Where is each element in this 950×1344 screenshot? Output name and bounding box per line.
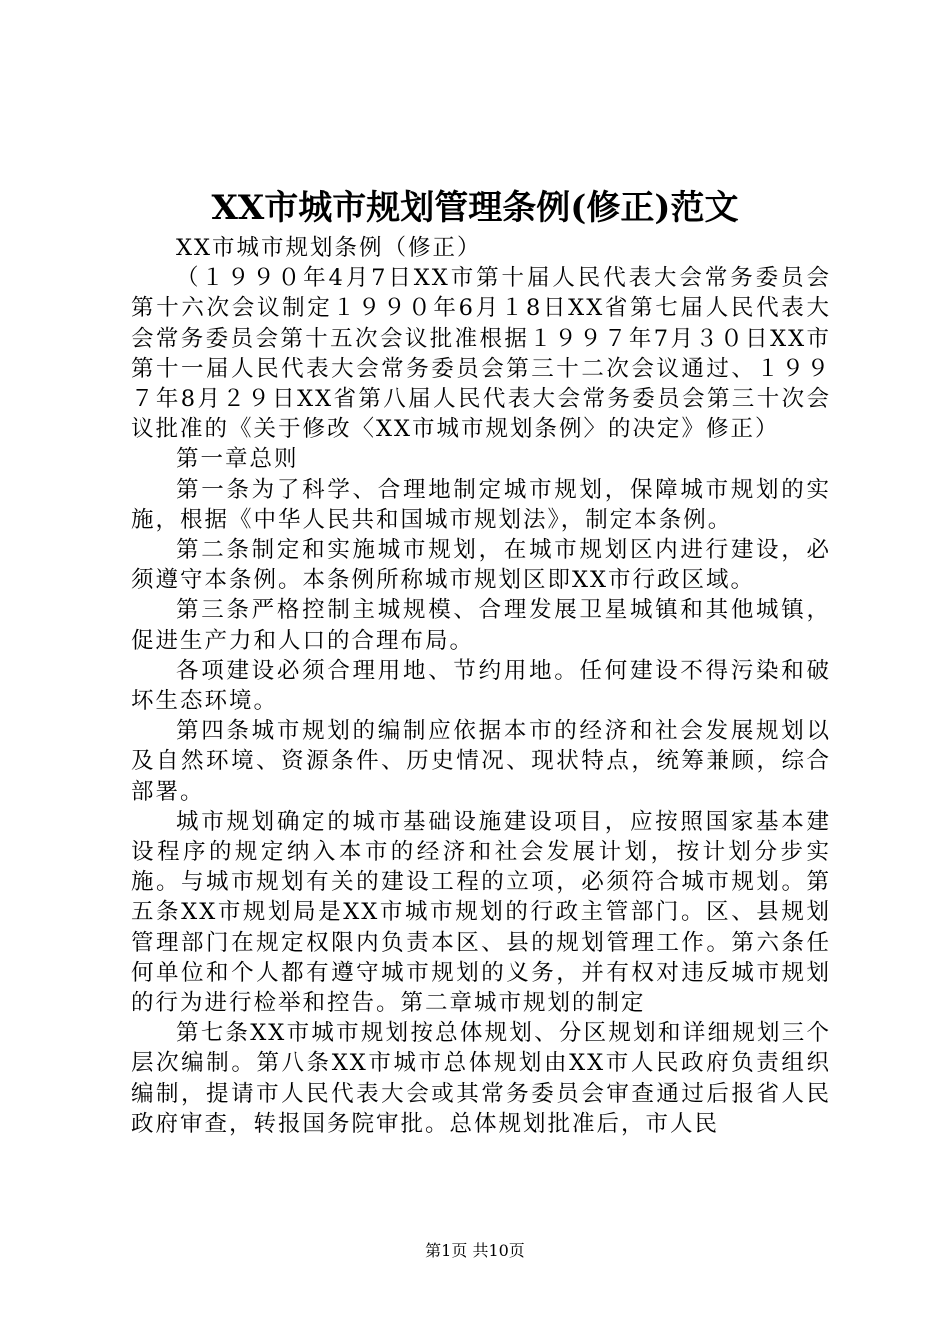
document-body xyxy=(131,233,831,1139)
paragraph: 第三条严格控制主城规模、合理发展卫星城镇和其他城镇，促进生产力和人口的合理布局。 xyxy=(131,597,831,654)
paragraph: 城市规划确定的城市基础设施建设项目，应按照国家基本建设程序的规定纳入本市的经济和社会发展计划，按计划分步实施。与城市规划有关的建设工程的立项，必须符合城市规划。第五条XX市规划局是XX市城市规划的行政主管部门。区、县规划管理部门在规定权限内负责本区、县的规划管理工作。第六条任何单位和个人都有遵守城市规划的义务，并有权对违反城市规划的行为进行检举和控告。第二章城市规划的制定 xyxy=(131,808,831,1017)
document-title: XX市城市规划管理条例(修正)范文 xyxy=(211,188,739,228)
paragraph: （１９９０年4月7日XX市第十届人民代表大会常务委员会第十六次会议制定１９９０年6月１8日XX省第七届人民代表大会常务委员会第十五次会议批准根据１９９７年7月３０日XX市第十一届人民代表大会常务委员会第三十二次会议通过、１９９７年8月２９日XX省第八届人民代表大会常务委员会第三十次会议批准的《关于修改〈XX市城市规划条例〉的决定》修正） xyxy=(131,265,831,443)
paragraph: XX市城市规划条例（修正） xyxy=(176,235,482,261)
paragraph: 各项建设必须合理用地、节约用地。任何建设不得污染和破坏生态环境。 xyxy=(131,657,831,715)
paragraph: 第七条XX市城市规划按总体规划、分区规划和详细规划三个层次编制。第八条XX市城市总体规划由XX市人民政府负责组织编制，提请市人民代表大会或其常务委员会审查通过后报省人民政府审查，转报国务院审批。总体规划批准后，市人民 xyxy=(131,1020,831,1137)
page-number-footer: 第1页 共10页 xyxy=(425,1241,525,1260)
paragraph: 第一条为了科学、合理地制定城市规划，保障城市规划的实施，根据《中华人民共和国城市规划法》，制定本条例。 xyxy=(131,476,831,533)
paragraph: 第二条制定和实施城市规划，在城市规划区内进行建设，必须遵守本条例。本条例所称城市规划区即XX市行政区域。 xyxy=(131,537,831,594)
paragraph: 第一章总则 xyxy=(176,446,299,473)
paragraph: 第四条城市规划的编制应依据本市的经济和社会发展规划以及自然环境、资源条件、历史情况、现状特点，统筹兼顾，综合部署。 xyxy=(131,718,831,805)
